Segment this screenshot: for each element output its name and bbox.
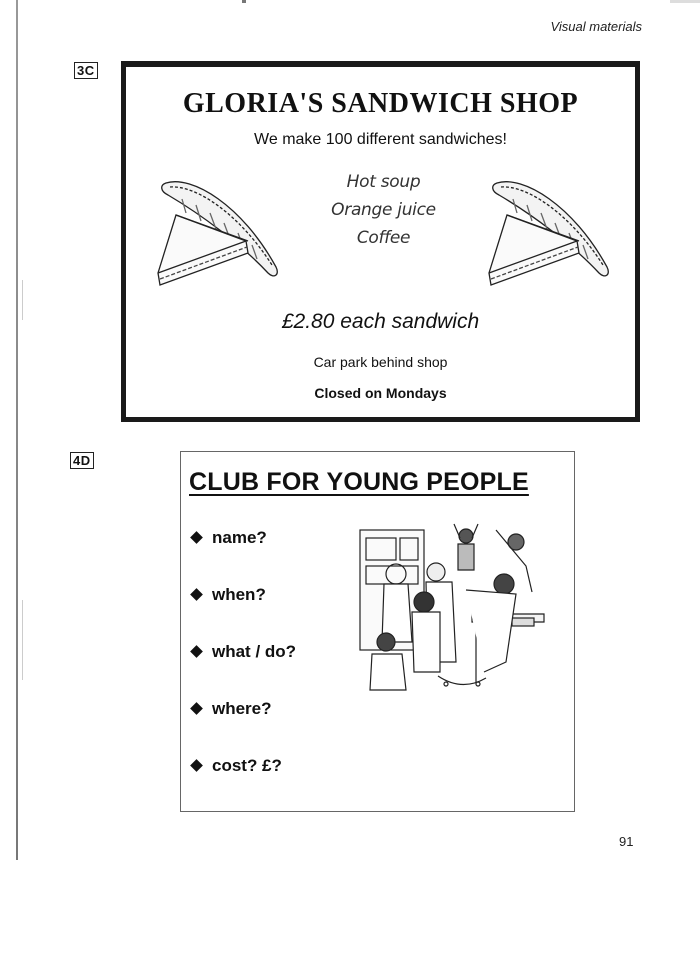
closing-day: Closed on Mondays <box>314 385 447 401</box>
parking-info: Car park behind shop <box>313 354 448 370</box>
page-binding-edge <box>16 0 18 860</box>
sandwich-icon <box>483 175 615 293</box>
prompt-item: what / do? <box>189 642 296 699</box>
sandwich-shop-sign <box>121 61 640 422</box>
shop-title: GLORIA'S SANDWICH SHOP <box>182 88 579 119</box>
prompt-item: when? <box>189 585 296 642</box>
shop-tagline: We make 100 different sandwiches! <box>254 131 507 148</box>
diamond-bullet-icon <box>190 645 203 658</box>
page-number: 91 <box>619 834 634 849</box>
scan-artifact <box>22 600 23 680</box>
menu-item: Hot soup <box>346 172 421 192</box>
running-head: Visual materials <box>550 19 642 34</box>
menu-list <box>286 168 481 252</box>
diamond-bullet-icon <box>190 588 203 601</box>
scan-artifact <box>242 0 246 3</box>
menu-item: Coffee <box>356 228 411 248</box>
diamond-bullet-icon <box>190 531 203 544</box>
section-label-3c: 3C <box>74 62 98 79</box>
scan-artifact <box>22 280 23 320</box>
diamond-bullet-icon <box>190 702 203 715</box>
menu-item: Orange juice <box>331 200 436 220</box>
club-title: CLUB FOR YOUNG PEOPLE <box>189 468 529 496</box>
scan-artifact <box>670 0 700 3</box>
sandwich-icon <box>152 175 284 293</box>
prompt-item: name? <box>189 528 296 585</box>
question-prompts <box>189 528 296 813</box>
youth-club-scene-icon <box>356 522 546 697</box>
youth-club-card <box>180 451 575 812</box>
prompt-item: cost? £? <box>189 756 296 813</box>
section-label-4d: 4D <box>70 452 94 469</box>
sandwich-price: £2.80 each sandwich <box>281 310 480 333</box>
prompt-item: where? <box>189 699 296 756</box>
diamond-bullet-icon <box>190 759 203 772</box>
